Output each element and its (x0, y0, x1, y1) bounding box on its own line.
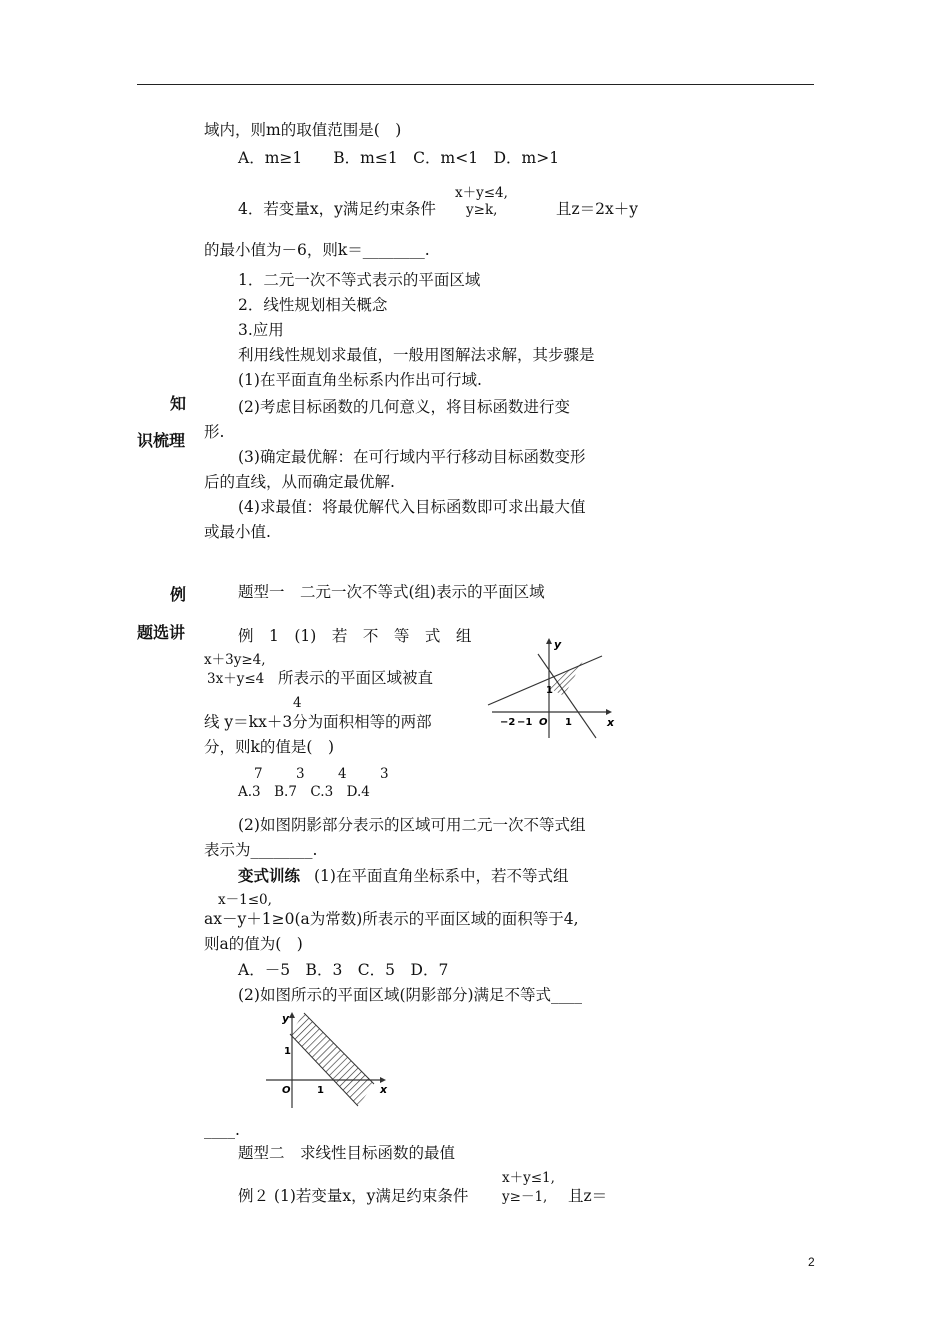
variant-part-2-end: ____. (204, 1121, 240, 1139)
section-label-examples-2: 题选讲 (137, 623, 186, 642)
graph-2-y-label: y (282, 1012, 290, 1025)
question-3-tail: 域内，则m的取值范围是( ) (204, 121, 402, 139)
option-a-numerator: 7 (254, 766, 263, 782)
graph-1-origin: O (539, 717, 548, 728)
header-rule (137, 84, 814, 85)
variant-training-title: 变式训练 (238, 866, 301, 885)
knowledge-step-4-cont: 或最小值. (204, 523, 271, 541)
q4-constraint-1: x＋y≤4, (455, 185, 508, 201)
q4-prefix: 4．若变量x，y满足约束条件 (238, 200, 436, 218)
knowledge-step-3: (3)确定最优解：在可行域内平行移动目标函数变形 (238, 448, 586, 466)
graph-2-origin: O (282, 1085, 291, 1096)
graph-1-tick-neg2: −2 (500, 717, 516, 728)
type-2-heading: 题型二 求线性目标函数的最值 (238, 1144, 456, 1162)
variant-line-3: 则a的值为( ) (204, 935, 303, 953)
example-1-constraint-2: 3x＋y≤4 (207, 671, 265, 687)
variant-graph (262, 1008, 392, 1116)
type-1-heading: 题型一 二元一次不等式(组)表示的平面区域 (238, 583, 545, 601)
q4-suffix: 且z＝2x＋y (556, 200, 639, 218)
section-label-knowledge-1: 知 (170, 394, 187, 413)
y-axis-arrow-icon (289, 1012, 295, 1018)
knowledge-item-2: 2．线性规划相关概念 (238, 296, 388, 314)
knowledge-step-2: (2)考虑目标函数的几何意义，将目标函数进行变 (238, 398, 570, 416)
option-c-numerator: 4 (338, 766, 347, 782)
variant-options: A．－5 B．3 C．5 D．7 (238, 961, 449, 979)
page-number: 2 (808, 1255, 815, 1269)
example-1-line-1: 例 1 (1) 若 不 等 式 组 (238, 627, 472, 645)
example-1-options: A.3 B.7 C.3 D.4 (238, 784, 370, 800)
knowledge-step-1: (1)在平面直角坐标系内作出可行域. (238, 371, 482, 389)
question-3-options: A．m≥1 B．m≤1 C．m<1 D．m>1 (238, 149, 560, 167)
example-1-line-2: 所表示的平面区域被直 (278, 669, 434, 687)
knowledge-item-1: 1．二元一次不等式表示的平面区域 (238, 271, 481, 289)
variant-shaded-region (290, 1013, 374, 1106)
example-1-graph (486, 634, 616, 742)
graph-2-x-label: x (380, 1083, 388, 1096)
example-2-line-1: 例２ (1)若变量x，y满足约束条件 (238, 1187, 469, 1205)
knowledge-item-3: 3.应用 (238, 321, 284, 339)
graph-2-y-tick: 1 (284, 1046, 291, 1057)
example-2-constraint-2: y≥－1, (502, 1189, 548, 1205)
example-1-line-4: 分，则k的值是( ) (204, 738, 334, 756)
option-d-numerator: 3 (380, 766, 389, 782)
graph-1-y-tick: 1 (546, 685, 553, 696)
example-1-fraction-numerator: 4 (293, 695, 302, 711)
example-1-part-2: (2)如图阴影部分表示的区域可用二元一次不等式组 (238, 816, 586, 834)
graph-1-x-label: x (607, 716, 615, 729)
graph-1-y-label: y (554, 638, 562, 651)
example-1-constraint-1: x＋3y≥4, (204, 652, 266, 668)
example-1-line-3: 线 y＝kx＋3分为面积相等的两部 (204, 713, 432, 731)
example-2-constraint-1: x＋y≤1, (502, 1170, 555, 1186)
variant-part-2: (2)如图所示的平面区域(阴影部分)满足不等式____ (238, 986, 583, 1004)
knowledge-step-3-cont: 后的直线，从而确定最优解. (204, 473, 395, 491)
graph-1-tick-neg1: −1 (517, 717, 533, 728)
x-axis-arrow-icon (606, 709, 612, 715)
q4-constraint-2: y≥k, (466, 202, 498, 218)
q4-line-2: 的最小值为－6，则k＝________. (204, 241, 430, 259)
knowledge-step-2-cont: 形. (204, 423, 225, 441)
example-1-part-2-cont: 表示为________. (204, 841, 318, 859)
example-2-line-1-end: 且z＝ (568, 1187, 608, 1205)
graph-1-tick-1: 1 (565, 717, 572, 728)
knowledge-step-4: (4)求最值：将最优解代入目标函数即可求出最大值 (238, 498, 586, 516)
knowledge-text-1: 利用线性规划求最值，一般用图解法求解，其步骤是 (238, 346, 595, 364)
section-label-knowledge-2: 识梳理 (137, 431, 186, 450)
variant-line-1: (1)在平面直角坐标系中，若不等式组 (314, 867, 569, 885)
section-label-examples-1: 例 (170, 585, 187, 604)
y-axis-arrow-icon (546, 638, 552, 644)
variant-constraint-1: x－1≤0, (218, 892, 272, 908)
option-b-numerator: 3 (296, 766, 305, 782)
graph-2-x-tick: 1 (317, 1085, 324, 1096)
variant-line-2: ax－y＋1≥0(a为常数)所表示的平面区域的面积等于4, (204, 910, 579, 928)
